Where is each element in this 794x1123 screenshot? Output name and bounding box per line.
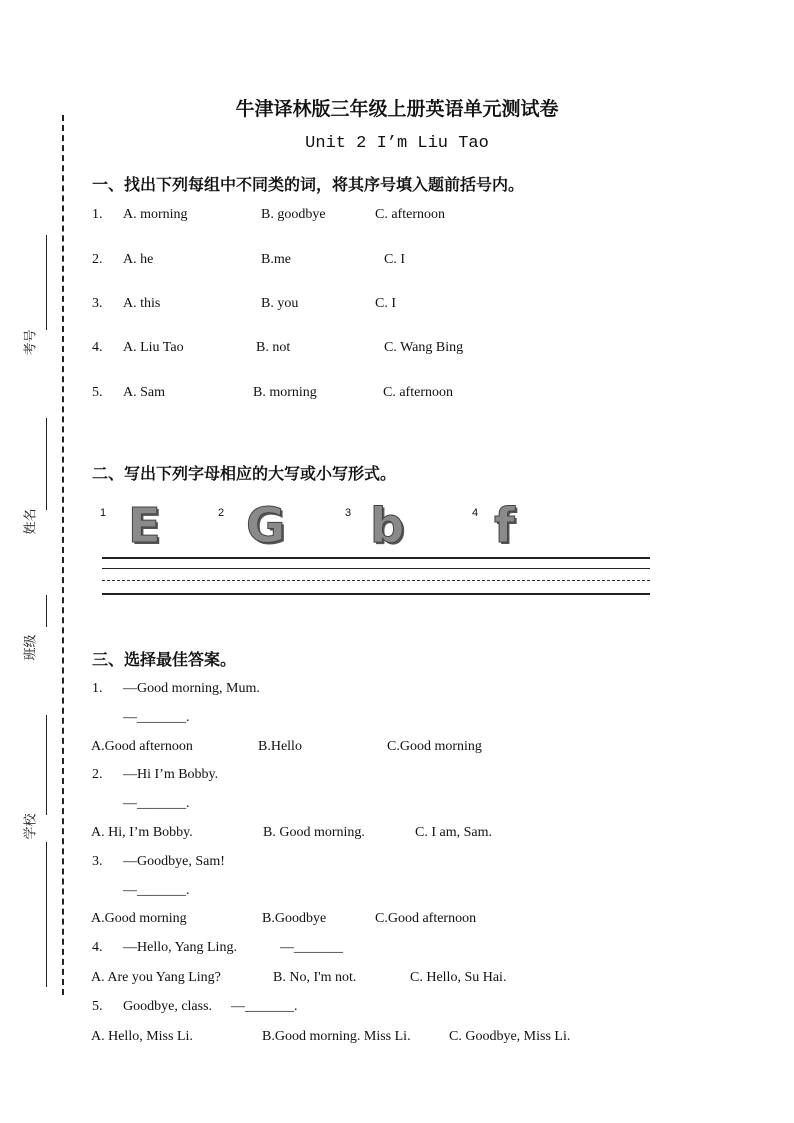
option-a: A.Good morning xyxy=(91,911,187,926)
question-number: 3. xyxy=(92,854,103,869)
section3-heading: 三、选择最佳答案。 xyxy=(92,650,237,669)
option-b: B. morning xyxy=(253,385,317,400)
option-b: B. goodbye xyxy=(261,207,326,222)
option-b: B.Good morning. Miss Li. xyxy=(262,1029,411,1044)
exam-number-line xyxy=(46,235,47,330)
question-prompt: —Goodbye, Sam! xyxy=(123,854,225,869)
answer-blank: —_______. xyxy=(123,796,190,811)
option-a: A. morning xyxy=(123,207,188,222)
school-label: 学校 xyxy=(23,813,39,840)
option-b: B. No, I'm not. xyxy=(273,970,357,985)
name-line xyxy=(46,418,47,510)
option-c: C. Wang Bing xyxy=(384,340,464,355)
section1-heading: 一、找出下列每组中不同类的词，将其序号填入题前括号内。 xyxy=(92,175,525,194)
item-number: 5. xyxy=(92,385,103,400)
item-number: 2. xyxy=(92,252,103,267)
option-c: C. I am, Sam. xyxy=(415,825,492,840)
option-b: B. not xyxy=(256,340,291,355)
writing-line-bottom xyxy=(102,593,650,595)
option-b: B.Goodbye xyxy=(262,911,327,926)
option-b: B. you xyxy=(261,296,299,311)
question-number: 4. xyxy=(92,940,103,955)
question-number: 5. xyxy=(92,999,103,1014)
option-c: C. afternoon xyxy=(375,207,445,222)
letter-number: 2 xyxy=(218,507,225,519)
option-c: C. afternoon xyxy=(383,385,453,400)
option-a: A. Liu Tao xyxy=(123,340,184,355)
writing-line-middle xyxy=(102,580,650,581)
option-a: A. Are you Yang Ling? xyxy=(91,970,221,985)
writing-line-upper xyxy=(102,568,650,569)
option-c: C.Good morning xyxy=(387,739,482,754)
answer-blank: —_______. xyxy=(123,883,190,898)
page-title: 牛津译林版三年级上册英语单元测试卷 xyxy=(235,98,559,120)
letter-e-image: E xyxy=(128,498,161,554)
letter-number: 4 xyxy=(472,507,479,519)
option-c: C. I xyxy=(384,252,405,267)
exam-number-label: 考号 xyxy=(23,329,39,356)
item-number: 1. xyxy=(92,207,103,222)
binding-bottom-line xyxy=(46,842,47,987)
name-label: 姓名 xyxy=(23,508,39,535)
option-a: A. he xyxy=(123,252,154,267)
option-c: C. Hello, Su Hai. xyxy=(410,970,507,985)
letter-number: 3 xyxy=(345,507,352,519)
question-prompt: Goodbye, class. xyxy=(123,999,213,1014)
letter-number: 1 xyxy=(100,507,107,519)
item-number: 3. xyxy=(92,296,103,311)
school-line xyxy=(46,715,47,815)
option-b: B.Hello xyxy=(258,739,302,754)
option-a: A. this xyxy=(123,296,161,311)
question-number: 1. xyxy=(92,681,103,696)
question-prompt: —Good morning, Mum. xyxy=(123,681,260,696)
item-number: 4. xyxy=(92,340,103,355)
writing-line-top xyxy=(102,557,650,559)
option-a: A. Sam xyxy=(123,385,165,400)
section2-heading: 二、写出下列字母相应的大写或小写形式。 xyxy=(92,464,397,483)
letter-g-image: G xyxy=(246,498,286,554)
option-c: C. I xyxy=(375,296,396,311)
option-b: B.me xyxy=(261,252,291,267)
question-number: 2. xyxy=(92,767,103,782)
answer-blank: —_______ xyxy=(280,940,343,955)
letter-f-image: f xyxy=(494,498,515,554)
answer-blank: —_______. xyxy=(123,710,190,725)
option-c: C.Good afternoon xyxy=(375,911,477,926)
question-prompt: —Hello, Yang Ling. xyxy=(123,940,237,955)
option-c: C. Goodbye, Miss Li. xyxy=(449,1029,571,1044)
option-b: B. Good morning. xyxy=(263,825,365,840)
letter-b-image: b xyxy=(370,498,405,554)
question-prompt: —Hi I’m Bobby. xyxy=(123,767,219,782)
binding-dashed-line xyxy=(62,115,64,995)
page-subtitle: Unit 2 I’m Liu Tao xyxy=(305,134,489,153)
answer-blank: —_______. xyxy=(231,999,298,1014)
option-a: A.Good afternoon xyxy=(91,739,193,754)
option-a: A. Hi, I’m Bobby. xyxy=(91,825,193,840)
class-label: 班级 xyxy=(23,634,39,661)
option-a: A. Hello, Miss Li. xyxy=(91,1029,193,1044)
class-line xyxy=(46,595,47,627)
